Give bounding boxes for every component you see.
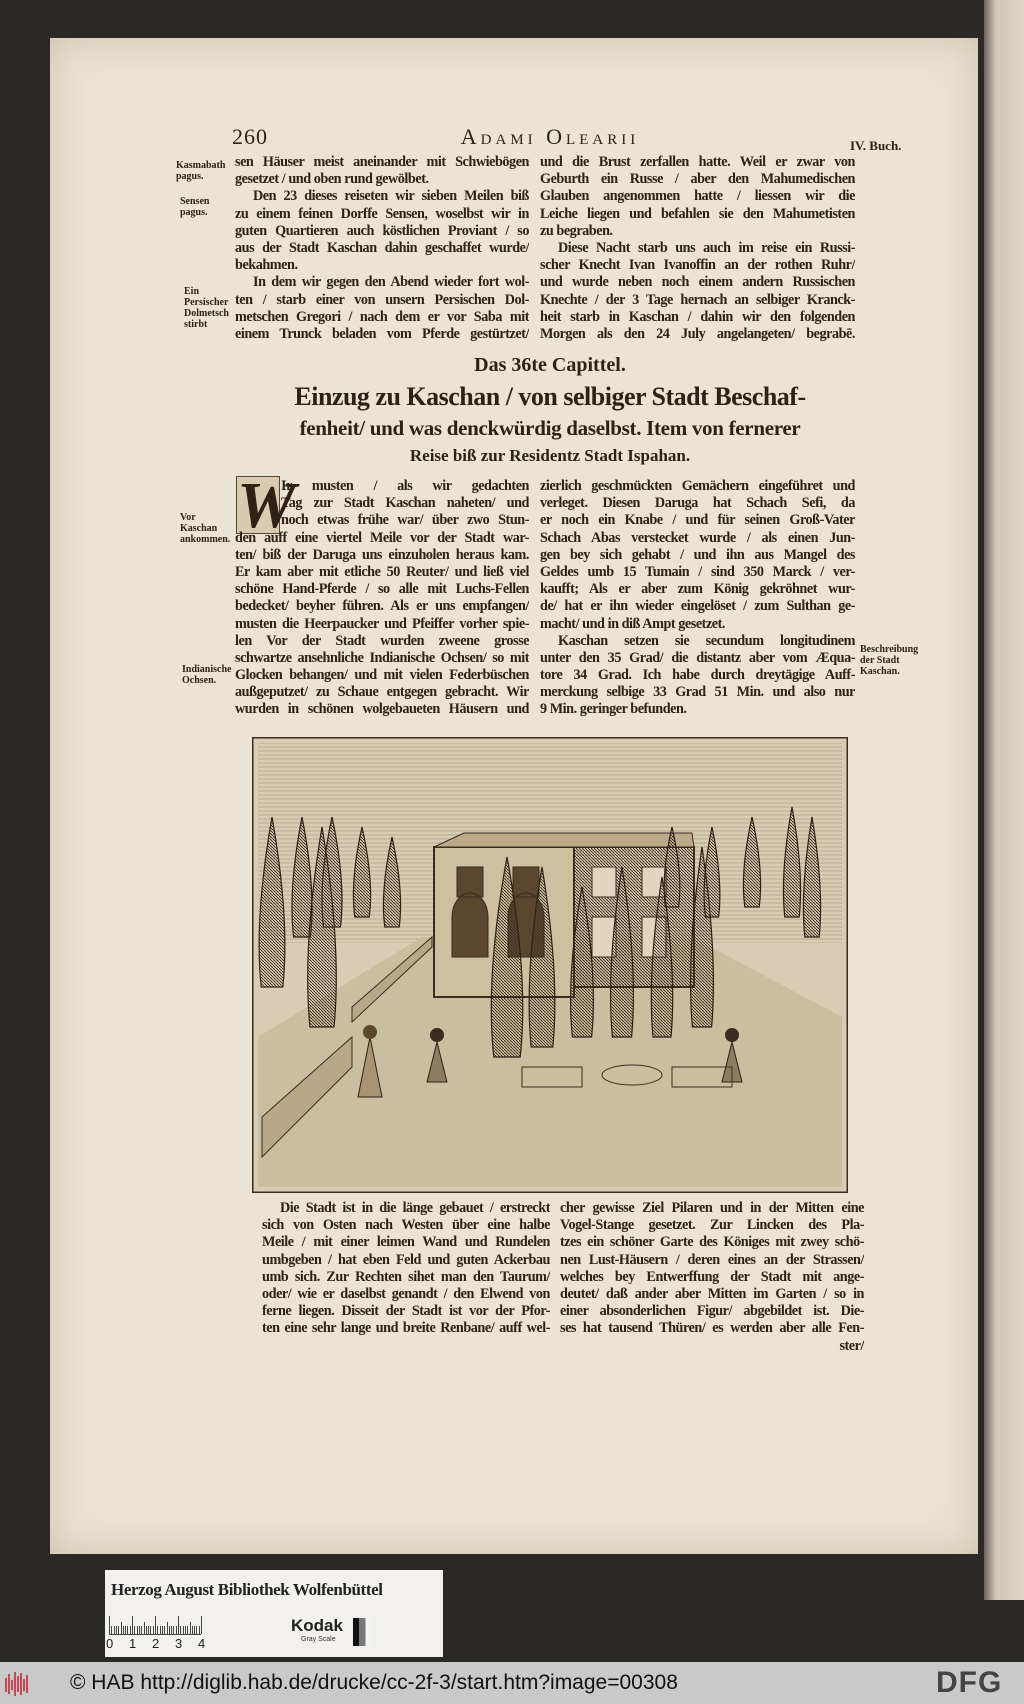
ruler-tick — [194, 1626, 195, 1634]
ruler-label: 4 — [198, 1636, 206, 1651]
text-line: Er kam aber mit etliche 50 Reuter/ und ließ viel — [235, 563, 529, 580]
text-line: Ir musten / als wir gedachten — [281, 478, 529, 494]
ruler-tick — [116, 1626, 117, 1634]
text-line: Geldes umb 15 Tumain / sind 350 Marck / ver- — [540, 563, 855, 580]
dfg-logo: DFG — [936, 1666, 1003, 1699]
margin-note: Sensen pagus. — [180, 196, 210, 218]
text-line: bekahmen. — [235, 257, 298, 274]
ruler-label: 0 — [106, 1636, 114, 1651]
text-line: ster/ — [839, 1337, 864, 1354]
ruler-tick — [111, 1626, 112, 1634]
text-line: Glocken behangen/ und mit vielen Federbüschen — [235, 667, 529, 684]
ruler-tick — [146, 1626, 147, 1634]
text-line: unter den 35 Grad/ die distantz aber vom Æqua- — [540, 649, 855, 666]
drop-cap: W — [237, 469, 296, 542]
text-line: tore 34 Grad. Ich habe durch dreytägige Auff- — [540, 667, 855, 684]
ruler-tick — [178, 1616, 179, 1634]
ruler-tick — [196, 1626, 197, 1634]
ruler-tick — [125, 1626, 126, 1634]
ruler-tick — [183, 1626, 184, 1634]
text-line: und wurde neben noch einem andern Russischen — [540, 274, 855, 291]
copyright-link[interactable]: © HAB http://diglib.hab.de/drucke/cc-2f-3/start.htm?image=00308 — [70, 1671, 678, 1694]
ruler-tick — [167, 1622, 168, 1634]
text-line: guten Quartieren auch köstlichen Proviant / so — [235, 222, 529, 239]
ruler-tick — [201, 1616, 202, 1634]
ruler-tick — [180, 1626, 181, 1634]
text-line: ses hat tausend Thüren/ es werden aber alle Fen- — [560, 1320, 864, 1337]
ruler-tick — [171, 1626, 172, 1634]
footer-bar — [0, 1662, 1024, 1704]
ruler-label: 2 — [152, 1636, 160, 1651]
text-line: Knechte / der 3 Tage hernach an selbiger Kranck- — [540, 291, 855, 308]
text-line: zu einem feinen Dorffe Sensen, woselbst wir in — [235, 205, 529, 222]
text-line: gen bey sich gehabt / und ihn aus Mangel des — [540, 546, 855, 563]
text-line: zu begraben. — [540, 222, 613, 239]
ruler-labels — [105, 1636, 205, 1652]
text-line: aus der Stadt Kaschan dahin geschaffet wurde/ — [235, 239, 529, 256]
kodak-brand: Kodak — [291, 1616, 343, 1635]
ruler-tick — [137, 1626, 138, 1634]
library-color-card — [105, 1570, 443, 1657]
text-line: den auff eine viertel Meile vor der Stadt war- — [235, 529, 529, 546]
text-line: umb sich. Zur Rechten sihet man den Taurum/ — [262, 1268, 550, 1285]
text-line: nen Lust-Häusern / deren eines an der Strassen/ — [560, 1251, 864, 1268]
text-line: macht/ und in diß Ampt gesetzet. — [540, 615, 726, 632]
ruler-tick — [153, 1626, 154, 1634]
ruler-tick — [176, 1626, 177, 1634]
text-line: deutet/ daß ander aber Mitten im Garten / so in — [560, 1285, 864, 1302]
ruler-tick — [134, 1626, 135, 1634]
text-line: ten / starb einer von unsern Persischen Dol- — [235, 291, 529, 308]
text-line: einem Trunck beladen vom Pferde gestürtzet/ — [235, 325, 529, 342]
ruler-tick — [130, 1626, 131, 1634]
text-line: wurden in schönen wolgebaueten Häusern und — [235, 701, 529, 718]
text-line: zierlich geschmückten Gemächern eingeführet und — [540, 478, 855, 494]
ruler-tick — [173, 1626, 174, 1634]
text-line: sen Häuser meist aneinander mit Schwiebögen — [235, 154, 529, 170]
garden-engraving — [252, 737, 848, 1193]
ruler-tick — [132, 1616, 133, 1634]
text-line: Leiche liegen und befahlen sie den Mahumetisten — [540, 205, 855, 222]
block3-right-column — [560, 1200, 864, 1355]
ruler-tick — [150, 1626, 151, 1634]
text-line: kaufft; Als er aber zum König gekröhnet wur- — [540, 581, 855, 598]
text-line: Schach Abas verstecket wurde / als einen Jun- — [540, 529, 855, 546]
ruler-tick — [123, 1626, 124, 1634]
margin-note: Indianische Ochsen. — [182, 664, 232, 686]
ruler-tick — [114, 1626, 115, 1634]
text-line: heit starb in Kaschan / dahin wir den folgenden — [540, 308, 855, 325]
margin-note: Beschreibung der Stadt Kaschan. — [860, 644, 919, 677]
text-line: umbgeben / hat eben Feld und guten Ackerbau — [262, 1251, 550, 1268]
text-line: merckung selbige 33 Grad 51 Min. und also nur — [540, 684, 855, 701]
margin-note: Ein Persischer Dolmetsch stirbt — [184, 286, 229, 330]
ruler-tick — [148, 1626, 149, 1634]
text-line: Glauben angenommen hatte / liessen wir die — [540, 188, 855, 205]
ruler — [109, 1616, 201, 1635]
text-line: Vogel-Stange gesetzet. Zur Lincken des Pla- — [560, 1217, 864, 1234]
text-line: Tag zur Stadt Kaschan naheten/ und — [281, 495, 529, 512]
chapter-title-line: Reise biß zur Residentz Stadt Ispahan. — [409, 446, 691, 465]
text-line: oder/ wie er daselbst genandt / den Elwend von — [262, 1285, 550, 1302]
block2-left-column — [235, 469, 529, 719]
block1-left-column — [235, 154, 529, 343]
text-line: verleget. Diesen Daruga hat Schach Sefi, da — [540, 495, 855, 512]
ruler-tick — [127, 1626, 128, 1634]
adjacent-page-edge — [984, 0, 1024, 1600]
text-line: 9 Min. geringer befunden. — [540, 701, 687, 718]
ruler-tick — [157, 1626, 158, 1634]
text-line: Kaschan setzen sie secundum longitudinem — [558, 632, 855, 649]
text-line: In dem wir gegen den Abend wieder fort wol- — [253, 274, 529, 291]
text-line: Die Stadt ist in die länge gebauet / erstreckt — [280, 1200, 550, 1216]
gray-scale-label: Gray Scale — [301, 1636, 336, 1643]
ruler-tick — [141, 1626, 142, 1634]
text-line: Morgen als den 24 July angelangeten/ begrabē. — [540, 325, 855, 342]
ruler-tick — [121, 1622, 122, 1634]
ruler-tick — [144, 1622, 145, 1634]
margin-note: Vor Kaschan ankommen. — [180, 512, 231, 545]
text-line: musten die Heerpaucker und Pfeiffer vorher spie- — [235, 615, 529, 632]
running-title: Adami Olearii — [460, 124, 640, 149]
text-line: Geburth ein Russe / aber den Mahumedischen — [540, 171, 855, 188]
margin-note: Kasmabath pagus. — [176, 160, 226, 182]
ruler-tick — [160, 1626, 161, 1634]
text-line: scher Knecht Ivan Ivanoffin an der rothen Ruhr/ — [540, 257, 855, 274]
ruler-tick — [139, 1626, 140, 1634]
ruler-tick — [164, 1626, 165, 1634]
chapter-title-line: Einzug zu Kaschan / von selbiger Stadt Beschaf- — [294, 382, 806, 411]
library-name: Herzog August Bibliothek Wolfenbüttel — [111, 1580, 383, 1599]
text-line: ten/ biß der Daruga uns einzuholen heraus kam. — [235, 546, 529, 563]
ruler-tick — [169, 1626, 170, 1634]
text-line: Den 23 dieses reiseten wir sieben Meilen biß — [253, 188, 529, 205]
ruler-label: 3 — [175, 1636, 183, 1651]
chapter-title-line: fenheit/ und was denckwürdig daselbst. Item von fernerer — [299, 416, 801, 440]
text-line: len Vor der Stadt wurden zweene grosse — [235, 632, 529, 649]
gray-scale-swatch — [353, 1618, 373, 1646]
text-line: außgeputzet/ zu Schaue entgegen gebracht. Wir — [235, 684, 529, 701]
text-line: und die Brust zerfallen hatte. Weil er zwar von — [540, 154, 855, 170]
text-line: ten eine sehr lange und breite Renbane/ auff wel- — [262, 1320, 550, 1337]
text-line: de/ hat er ihn wieder eingelöset / zum Sulthan ge- — [540, 598, 855, 615]
text-line: cher gewisse Ziel Pilaren und in der Mitten eine — [560, 1200, 864, 1216]
text-line: schwartze ansehnliche Indianische Ochsen/ so mit — [235, 649, 529, 666]
text-line: ferne liegen. Disseit der Stadt ist vor der Pfor- — [262, 1303, 550, 1320]
text-line: schöne Hand-Pferde / so alle mit Luchs-Fellen — [235, 581, 529, 598]
text-line: tzes ein schöner Garte des Königes mit zwey schö- — [560, 1234, 864, 1251]
text-line: noch etwas frühe war/ über zwo Stun- — [281, 512, 529, 529]
text-line: metschen Gregori / nach dem er vor Saba mit — [235, 308, 529, 325]
text-line: bedecket/ beyher führen. Als er uns empfangen/ — [235, 598, 529, 615]
ruler-tick — [192, 1626, 193, 1634]
book-number: IV. Buch. — [850, 138, 902, 153]
ruler-tick — [118, 1626, 119, 1634]
text-line: Meile / mit einer leimen Wand und Rundelen — [262, 1234, 550, 1251]
ruler-tick — [109, 1616, 110, 1634]
text-line: Diese Nacht starb uns auch im reise ein Russi- — [558, 239, 855, 256]
text-line: welches bey Entwerffung der Stadt mit ange- — [560, 1268, 864, 1285]
chapter-number: Das 36te Capittel. — [474, 354, 626, 376]
ruler-tick — [162, 1626, 163, 1634]
ruler-label: 1 — [129, 1636, 137, 1651]
page-number: 260 — [232, 124, 268, 149]
text-line: einer absonderlichen Figur/ abgebildet ist. Die- — [560, 1303, 864, 1320]
block1-right-column — [540, 154, 855, 343]
text-line: gesetzet / und oben rund gewölbet. — [235, 171, 429, 188]
ruler-tick — [187, 1626, 188, 1634]
ruler-tick — [155, 1616, 156, 1634]
ruler-tick — [190, 1622, 191, 1634]
block2-right-column — [540, 478, 855, 719]
ruler-tick — [199, 1626, 200, 1634]
text-line: er noch ein Knabe / und für seinen Groß-Vater — [540, 512, 855, 529]
block3-left-column — [262, 1200, 550, 1338]
hab-logo-icon — [4, 1670, 28, 1696]
text-line: sich von Osten nach Westen über eine halbe — [262, 1217, 550, 1234]
ruler-tick — [185, 1626, 186, 1634]
